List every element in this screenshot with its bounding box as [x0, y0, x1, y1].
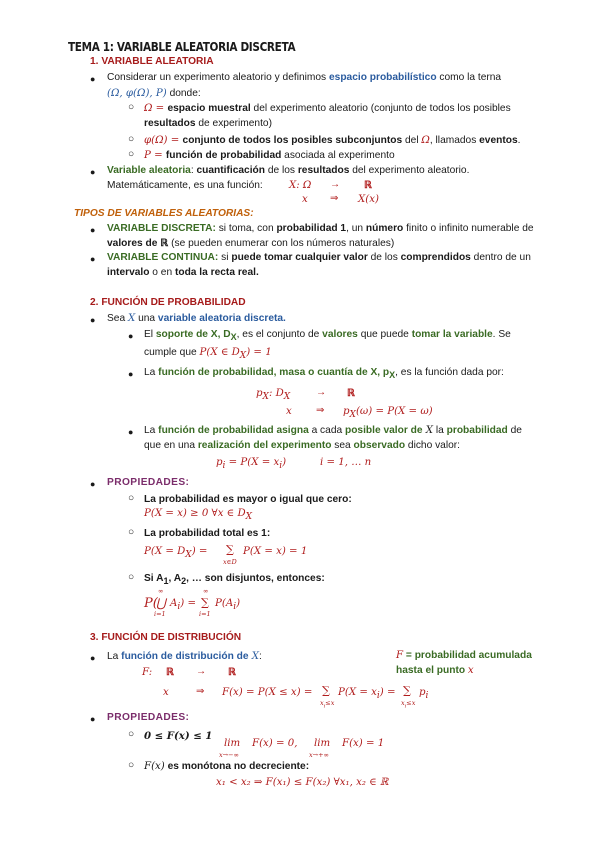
bullet-icon: ●	[90, 479, 96, 489]
prop-3-text: Si $A_1$, $A_2$, … son disjuntos, entonces:	[144, 573, 325, 587]
formula-pi: $p_i = P(X = x_i)$	[216, 457, 287, 472]
sum-subscript: $x_i\le x$	[320, 699, 335, 710]
limit-minus-inf: lim	[224, 738, 241, 749]
circle-bullet-icon: ○	[128, 527, 135, 538]
formula-Xx: X(x)	[358, 194, 379, 205]
s2-bullet-1: Sea X una variable aleatoria discreta.	[107, 313, 286, 324]
tipos-heading: TIPOS DE VARIABLES ALEATORIAS:	[74, 208, 254, 219]
section-3-heading: 3. FUNCIÓN DE DISTRIBUCIÓN	[90, 632, 242, 643]
sum-subscript: x∈D	[223, 558, 237, 566]
s1-bullet-1-line2: (Ω, φ(Ω), P) donde:	[107, 88, 201, 99]
s1-bullet-2-line2: Matemáticamente, es una función:	[107, 180, 263, 191]
bullet-icon: ●	[128, 427, 134, 437]
bullet-icon: ●	[90, 225, 96, 235]
bullet-icon: ●	[90, 74, 96, 84]
formula-px-map: $p_X$: $D_X$	[256, 388, 291, 403]
arrow-icon: →	[316, 387, 327, 398]
sum-symbol: ∑	[201, 596, 209, 609]
limit-minus-inf-sub: x→−∞	[219, 751, 239, 759]
arrow-icon: →	[196, 666, 207, 677]
prop-3-formula-PA: $P(A_i)$	[215, 598, 241, 613]
real-set-symbol: ℝ	[347, 388, 356, 399]
implies-icon: ⇒	[330, 193, 339, 204]
accumulated-note: F = probabilidad acumulada	[396, 650, 532, 661]
circle-bullet-icon: ○	[128, 134, 135, 145]
limit-plus-inf-sub: x→+∞	[309, 751, 329, 759]
section-2-heading: 2. FUNCIÓN DE PROBABILIDAD	[90, 297, 246, 308]
circle-bullet-icon: ○	[128, 729, 135, 740]
formula-PX: $P(X = x_i)$ =	[338, 687, 396, 702]
sum-symbol: ∑	[322, 684, 330, 697]
page-title: TEMA 1: VARIABLE ALEATORIA DISCRETA	[68, 40, 296, 54]
union-symbol: ⋃	[156, 596, 166, 610]
prop-1-text: La probabilidad es mayor o igual que cero:	[144, 494, 352, 505]
real-set-symbol: ℝ	[364, 180, 373, 191]
formula-Fx: F(x) = P(X ≤ x) =	[222, 687, 313, 698]
formula-px-def: $p_X(\omega) = P(X = \omega)$	[343, 406, 433, 421]
limit-plus-inf: lim	[314, 738, 331, 749]
funcion-probabilidad-def: La función de probabilidad, masa o cuantía de X, $p_X$, es la función dada por:	[144, 367, 504, 381]
sum-symbol: ∑	[226, 543, 234, 556]
union-upper-limit: ∞	[158, 587, 164, 595]
real-set-symbol: ℝ	[166, 667, 175, 678]
s1-sub-3: P = función de probabilidad asociada al experimento	[144, 150, 395, 161]
limit-plus-inf-value: F(x) = 1	[342, 738, 385, 749]
arrow-icon: →	[330, 179, 341, 190]
bullet-icon: ●	[90, 167, 96, 177]
asignacion-def: La función de probabilidad asigna a cada posible valor de X la probabilidad de	[144, 425, 522, 436]
prop-2-formula: $P(X = D_X)$ =	[144, 546, 208, 561]
sum-symbol: ∑	[403, 684, 411, 697]
variable-continua-def-line2: intervalo o en toda la recta real.	[107, 267, 259, 278]
asignacion-def-line2: que en una realización del experimento sea observado dicho valor:	[144, 440, 461, 451]
variable-discreta-def: VARIABLE DISCRETA: si toma, con probabilidad 1, un número finito o infinito numerable de	[107, 223, 534, 234]
s3-propiedades-heading: PROPIEDADES:	[107, 712, 190, 723]
implies-icon: ⇒	[316, 405, 325, 416]
prop-monotone: F(x) es monótona no decreciente:	[144, 761, 310, 772]
bullet-icon: ●	[128, 331, 134, 341]
circle-bullet-icon: ○	[128, 102, 135, 113]
sum-lower-limit: i=1	[199, 610, 211, 618]
section-1-heading: 1. VARIABLE ALEATORIA	[90, 56, 214, 67]
limit-minus-inf-value: F(x) = 0,	[252, 738, 298, 749]
s1-sub-2: φ(Ω) = conjunto de todos los posibles subconjuntos del Ω, llamados eventos.	[144, 135, 521, 146]
implies-icon: ⇒	[196, 686, 205, 697]
sum-upper-limit: ∞	[203, 587, 209, 595]
formula-x: x	[286, 406, 292, 417]
s1-sub-1: Ω = espacio muestral del experimento aleatorio (conjunto de todos los posibles	[144, 103, 511, 114]
bullet-icon: ●	[90, 653, 96, 663]
circle-bullet-icon: ○	[128, 760, 135, 771]
accumulated-note-line2: hasta el punto x	[396, 665, 474, 676]
s1-bullet-1: Considerar un experimento aleatorio y definimos espacio probabilístico como la terna	[107, 72, 502, 83]
circle-bullet-icon: ○	[128, 149, 135, 160]
union-lower-limit: i=1	[154, 610, 166, 618]
prop-2-formula-rest: P(X = x) = 1	[243, 546, 308, 557]
circle-bullet-icon: ○	[128, 572, 135, 583]
prop-3-formula-A: $A_i$) =	[170, 598, 196, 613]
variable-continua-def: VARIABLE CONTINUA: si puede tomar cualquier valor de los comprendidos dentro de un	[107, 252, 531, 263]
sum-subscript: $x_i\le x$	[401, 699, 416, 710]
formula-x: x	[163, 687, 169, 698]
prop-bounds: 0 ≤ F(x) ≤ 1	[144, 730, 213, 742]
formula-F-map: F:	[142, 667, 153, 678]
variable-discreta-def-line2: valores de ℝ (se pueden enumerar con los números naturales)	[107, 238, 395, 249]
bullet-icon: ●	[90, 254, 96, 264]
prop-3-formula-P: P(	[144, 596, 158, 611]
bullet-icon: ●	[90, 315, 96, 325]
bullet-icon: ●	[90, 714, 96, 724]
s2-propiedades-heading: PROPIEDADES:	[107, 477, 190, 488]
monotone-formula: x₁ < x₂ ⇒ F(x₁) ≤ F(x₂) ∀x₁, x₂ ∈ ℝ	[216, 777, 389, 788]
soporte-def: El soporte de X, $D_X$, es el conjunto de valores que puede tomar la variable. Se	[144, 329, 511, 343]
formula-i-range: i = 1, … n	[320, 457, 372, 468]
real-set-symbol: ℝ	[228, 667, 237, 678]
prop-2-text: La probabilidad total es 1:	[144, 528, 271, 539]
bullet-icon: ●	[128, 369, 134, 379]
s3-bullet-1: La función de distribución de X:	[107, 651, 262, 662]
s1-bullet-2: Variable aleatoria: cuantificación de los resultados del experimento aleatorio.	[107, 165, 470, 176]
soporte-def-line2: cumple que P(X ∈ $D_X) = 1$	[144, 347, 272, 362]
s1-sub-1-line2: resultados de experimento)	[144, 118, 272, 129]
circle-bullet-icon: ○	[128, 493, 135, 504]
prop-1-formula: P(X = x) ≥ 0 ∀x ∈ $D_X$	[144, 508, 253, 523]
formula-x: x	[302, 194, 308, 205]
formula-xomega: X: Ω	[289, 180, 312, 191]
formula-pi: $p_i$	[419, 687, 429, 702]
